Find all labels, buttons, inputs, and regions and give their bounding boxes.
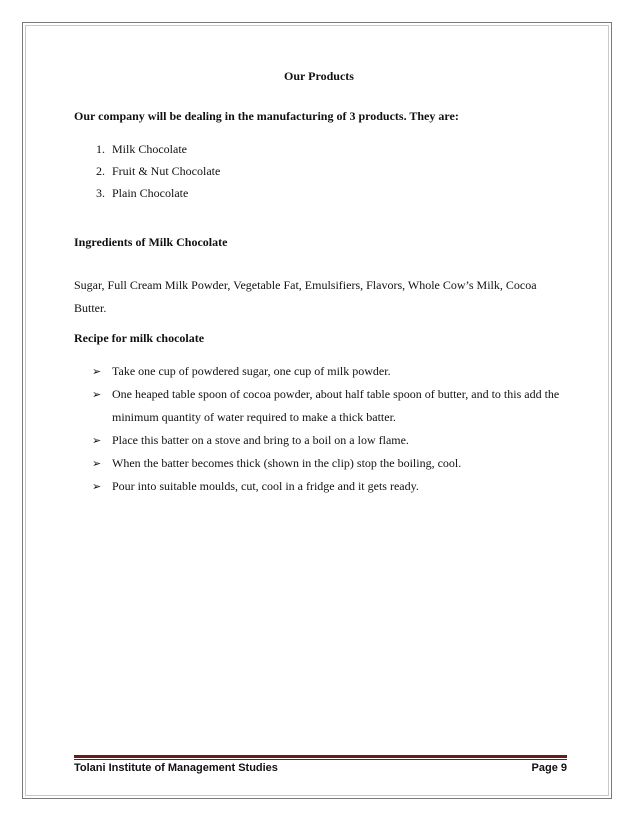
list-item bbox=[96, 182, 220, 204]
intro-text: Our company will be dealing in the manufacturing of 3 products. They are: bbox=[74, 109, 459, 123]
footer-institute-name: Tolani Institute of Management Studies bbox=[74, 762, 278, 774]
recipe-step: Pour into suitable moulds, cut, cool in a fridge and it gets ready. bbox=[112, 479, 419, 493]
list-item bbox=[92, 475, 568, 498]
footer-page-number: Page 9 bbox=[531, 762, 567, 774]
recipe-step: When the batter becomes thick (shown in the clip) stop the boiling, cool. bbox=[112, 456, 462, 470]
arrow-bullet-icon: ➢ bbox=[92, 480, 102, 493]
product-name: Plain Chocolate bbox=[112, 186, 189, 200]
list-item bbox=[96, 160, 220, 182]
recipe-steps bbox=[92, 360, 568, 498]
list-item bbox=[92, 383, 568, 429]
arrow-bullet-icon: ➢ bbox=[92, 434, 102, 447]
recipe-step: Take one cup of powdered sugar, one cup of milk powder. bbox=[112, 364, 391, 378]
arrow-bullet-icon: ➢ bbox=[92, 457, 102, 470]
list-item bbox=[92, 429, 568, 452]
list-number: 1. bbox=[96, 142, 105, 156]
recipe-heading: Recipe for milk chocolate bbox=[74, 331, 205, 345]
ingredients-heading: Ingredients of Milk Chocolate bbox=[74, 235, 228, 249]
ingredients-text: Sugar, Full Cream Milk Powder, Vegetable Fat, Emulsifiers, Flavors, Whole Cow’s Milk, Cocoa Butter. bbox=[74, 278, 537, 315]
footer-rule-thick bbox=[74, 755, 567, 758]
arrow-bullet-icon: ➢ bbox=[92, 388, 102, 401]
products-list bbox=[96, 138, 220, 204]
page-title: Our Products bbox=[284, 69, 354, 83]
recipe-step: Place this batter on a stove and bring to a boil on a low flame. bbox=[112, 433, 409, 447]
list-item bbox=[92, 360, 568, 383]
arrow-bullet-icon: ➢ bbox=[92, 365, 102, 378]
product-name: Milk Chocolate bbox=[112, 142, 187, 156]
list-number: 3. bbox=[96, 186, 105, 200]
product-name: Fruit & Nut Chocolate bbox=[112, 164, 221, 178]
footer-rule-thin bbox=[74, 759, 567, 760]
list-number: 2. bbox=[96, 164, 105, 178]
recipe-step: One heaped table spoon of cocoa powder, about half table spoon of butter, and to this add the minimum quantity of water required to make a thick batter. bbox=[112, 387, 560, 424]
list-item bbox=[92, 452, 568, 475]
list-item bbox=[96, 138, 220, 160]
